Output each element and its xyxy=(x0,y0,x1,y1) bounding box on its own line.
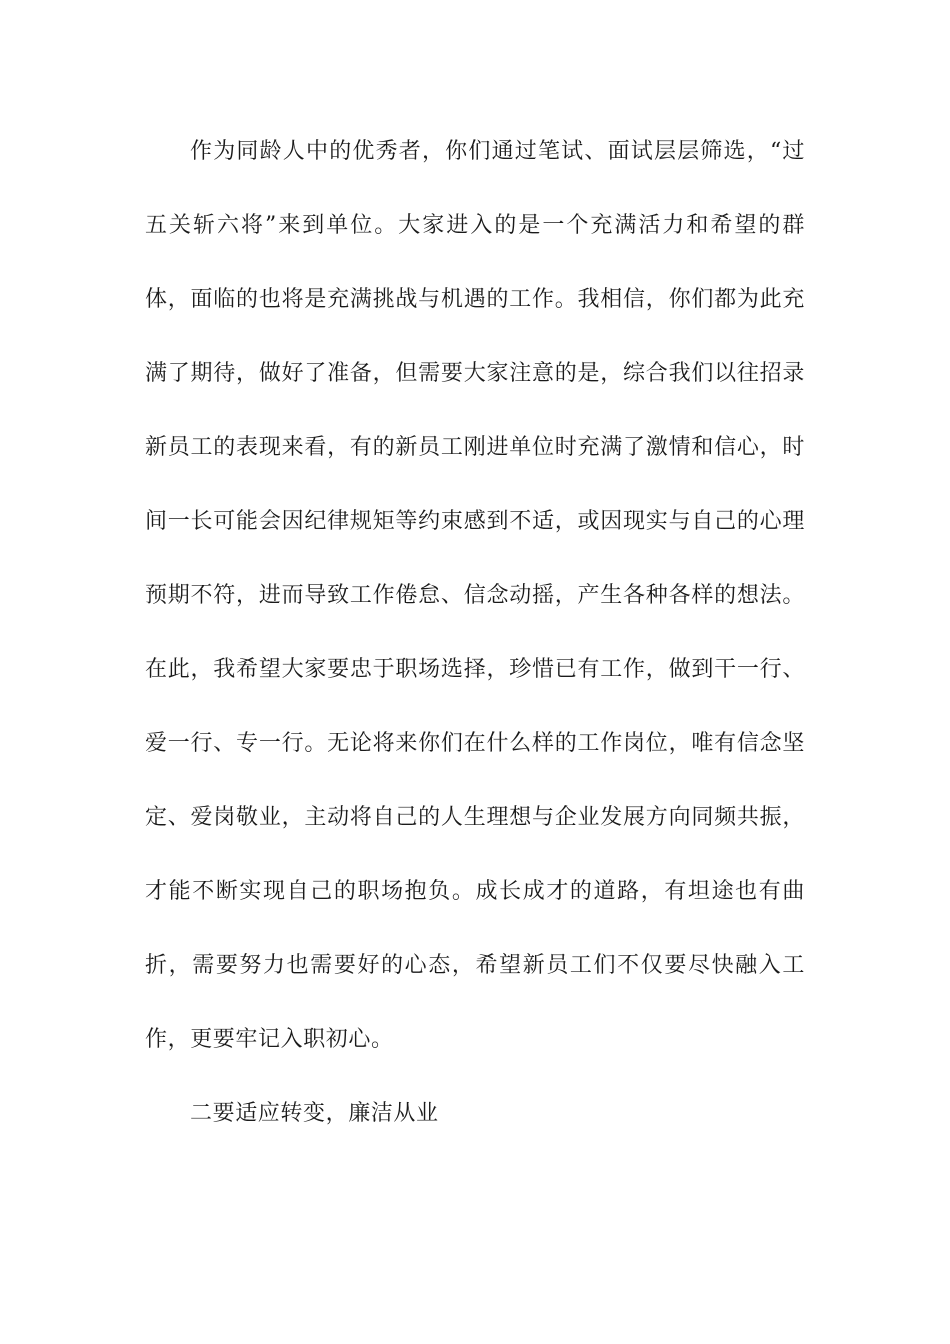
paragraph-line: 满了期待，做好了准备，但需要大家注意的是，综合我们以往招录 xyxy=(145,361,805,386)
paragraph-line: 折，需要努力也需要好的心态，希望新员工们不仅要尽快融入工 xyxy=(145,953,805,978)
paragraph-line: 才能不断实现自己的职场抱负。成长成才的道路，有坦途也有曲 xyxy=(145,879,805,904)
paragraph-line: 五关斩六将”来到单位。大家进入的是一个充满活力和希望的群 xyxy=(145,213,805,238)
section-heading: 二要适应转变，廉洁从业 xyxy=(190,1101,439,1126)
paragraph-line: 作，更要牢记入职初心。 xyxy=(145,1027,394,1052)
paragraph-line: 定、爱岗敬业，主动将自己的人生理想与企业发展方向同频共振， xyxy=(145,805,805,830)
paragraph-line: 间一长可能会因纪律规矩等约束感到不适，或因现实与自己的心理 xyxy=(145,509,805,534)
paragraph-line: 作为同龄人中的优秀者，你们通过笔试、面试层层筛选，“过 xyxy=(190,139,805,164)
paragraph-line: 新员工的表现来看，有的新员工刚进单位时充满了激情和信心，时 xyxy=(145,435,805,460)
paragraph-line: 体，面临的也将是充满挑战与机遇的工作。我相信，你们都为此充 xyxy=(145,287,805,312)
paragraph-line: 爱一行、专一行。无论将来你们在什么样的工作岗位，唯有信念坚 xyxy=(145,731,805,756)
paragraph-line: 预期不符，进而导致工作倦怠、信念动摇，产生各种各样的想法。 xyxy=(145,583,805,608)
paragraph-line: 在此，我希望大家要忠于职场选择，珍惜已有工作，做到干一行、 xyxy=(145,657,805,682)
